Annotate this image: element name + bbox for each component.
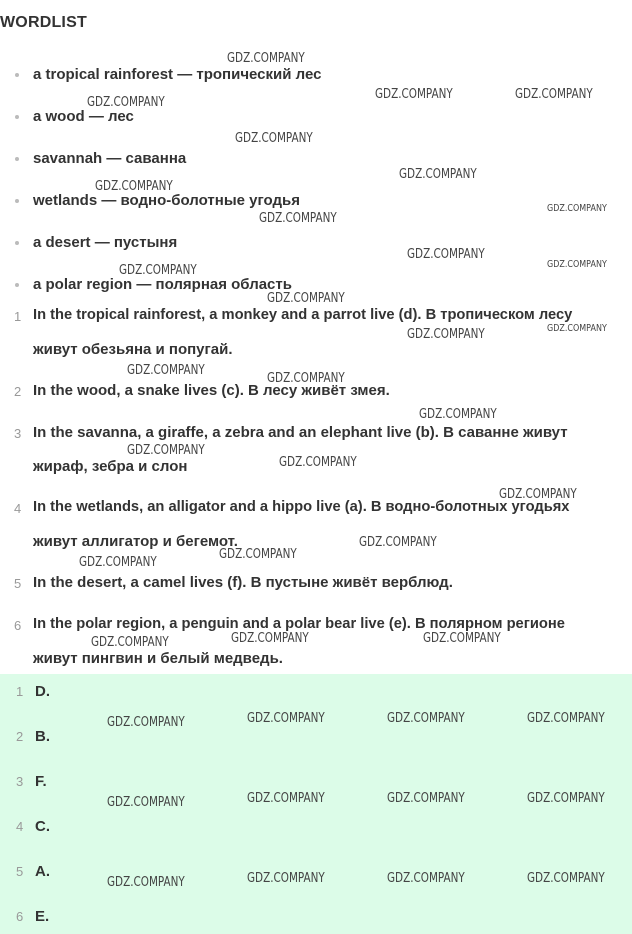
watermark: GDZ.COMPANY bbox=[419, 407, 497, 422]
sentence-number: 6 bbox=[14, 618, 22, 633]
watermark: GDZ.COMPANY bbox=[219, 547, 297, 562]
watermark: GDZ.COMPANY bbox=[227, 51, 305, 66]
watermark: GDZ.COMPANY bbox=[527, 791, 605, 806]
watermark: GDZ.COMPANY bbox=[107, 795, 185, 810]
list-item bbox=[0, 144, 632, 174]
wordlist-item: savannah — саванна bbox=[33, 150, 187, 167]
watermark: GDZ.COMPANY bbox=[247, 711, 325, 726]
watermark: GDZ.COMPANY bbox=[387, 711, 465, 726]
answer-value: D. bbox=[35, 683, 50, 700]
answer-number: 1 bbox=[16, 684, 24, 699]
watermark: GDZ.COMPANY bbox=[107, 875, 185, 890]
wordlist-item: a wood — лес bbox=[33, 108, 134, 125]
answer-number: 3 bbox=[16, 774, 24, 789]
watermark: GDZ.COMPANY bbox=[407, 247, 485, 262]
watermark: GDZ.COMPANY bbox=[231, 631, 309, 646]
bullet-icon bbox=[15, 241, 19, 245]
answer-value: A. bbox=[35, 863, 50, 880]
sentence-number: 4 bbox=[14, 501, 22, 516]
sentence-number: 2 bbox=[14, 384, 22, 399]
sentence-line: In the tropical rainforest, a monkey and a parrot live (d). В тропическом лесу bbox=[33, 307, 573, 323]
answer-value: B. bbox=[35, 728, 50, 745]
watermark: GDZ.COMPANY bbox=[259, 211, 337, 226]
answer-value: E. bbox=[35, 908, 50, 925]
sentence-line: живут аллигатор и бегемот. bbox=[33, 533, 238, 550]
watermark: GDZ.COMPANY bbox=[499, 487, 577, 502]
watermark: GDZ.COMPANY bbox=[387, 871, 465, 886]
sentence-line: живут пингвин и белый медведь. bbox=[33, 650, 283, 667]
watermark: GDZ.COMPANY bbox=[527, 871, 605, 886]
answer-value: C. bbox=[35, 818, 50, 835]
wordlist-item: a desert — пустыня bbox=[33, 234, 178, 251]
watermark: GDZ.COMPANY bbox=[515, 87, 593, 102]
sentence-line: In the savanna, a giraffe, a zebra and an elephant live (b). В саванне живут bbox=[33, 424, 568, 441]
answer-value: F. bbox=[35, 773, 47, 790]
watermark: GDZ.COMPANY bbox=[527, 711, 605, 726]
watermark: GDZ.COMPANY bbox=[387, 791, 465, 806]
watermark: GDZ.COMPANY bbox=[91, 635, 169, 650]
list-item bbox=[0, 60, 632, 90]
watermark: GDZ.COMPANY bbox=[107, 715, 185, 730]
sentence-number: 1 bbox=[14, 309, 22, 324]
sentence-line: In the desert, a camel lives (f). В пустыне живёт верблюд. bbox=[33, 574, 453, 591]
answer-number: 2 bbox=[16, 729, 24, 744]
watermark: GDZ.COMPANY bbox=[87, 95, 165, 110]
watermark: GDZ.COMPANY bbox=[235, 131, 313, 146]
page-title: WORDLIST bbox=[0, 14, 87, 31]
watermark: GDZ.COMPANY bbox=[247, 791, 325, 806]
watermark: GDZ.COMPANY bbox=[267, 291, 345, 306]
sentence-number: 5 bbox=[14, 576, 22, 591]
watermark: GDZ.COMPANY bbox=[119, 263, 197, 278]
sentence-line: In the wood, a snake lives (c). В лесу живёт змея. bbox=[33, 382, 390, 399]
sentence-line: In the polar region, a penguin and a polar bear live (e). В полярном регионе bbox=[33, 616, 565, 632]
bullet-icon bbox=[15, 73, 19, 77]
watermark: GDZ.COMPANY bbox=[359, 535, 437, 550]
list-item bbox=[0, 228, 632, 258]
watermark: GDZ.COMPANY bbox=[407, 327, 485, 342]
watermark: GDZ.COMPANY bbox=[127, 443, 205, 458]
bullet-icon bbox=[15, 199, 19, 203]
wordlist-item: wetlands — водно-болотные угодья bbox=[33, 192, 300, 209]
bullet-icon bbox=[15, 283, 19, 287]
watermark: GDZ.COMPANY bbox=[267, 371, 345, 386]
answer-number: 6 bbox=[16, 909, 24, 924]
watermark: GDZ.COMPANY bbox=[547, 203, 607, 214]
wordlist-item: a tropical rainforest — тропический лес bbox=[33, 66, 322, 83]
watermark: GDZ.COMPANY bbox=[279, 455, 357, 470]
watermark: GDZ.COMPANY bbox=[375, 87, 453, 102]
watermark: GDZ.COMPANY bbox=[547, 259, 607, 270]
watermark: GDZ.COMPANY bbox=[95, 179, 173, 194]
watermark: GDZ.COMPANY bbox=[79, 555, 157, 570]
watermark: GDZ.COMPANY bbox=[399, 167, 477, 182]
bullet-icon bbox=[15, 157, 19, 161]
answer-number: 4 bbox=[16, 819, 24, 834]
watermark: GDZ.COMPANY bbox=[247, 871, 325, 886]
watermark: GDZ.COMPANY bbox=[127, 363, 205, 378]
watermark: GDZ.COMPANY bbox=[547, 323, 607, 334]
bullet-icon bbox=[15, 115, 19, 119]
answer-number: 5 bbox=[16, 864, 24, 879]
watermark: GDZ.COMPANY bbox=[423, 631, 501, 646]
sentence-line: живут обезьяна и попугай. bbox=[33, 341, 233, 358]
sentence-line: жираф, зебра и слон bbox=[33, 458, 188, 475]
sentence-line: In the wetlands, an alligator and a hippo live (a). В водно-болотных угодьях bbox=[33, 499, 570, 515]
sentence-number: 3 bbox=[14, 426, 22, 441]
wordlist-item: a polar region — полярная область bbox=[33, 276, 292, 293]
